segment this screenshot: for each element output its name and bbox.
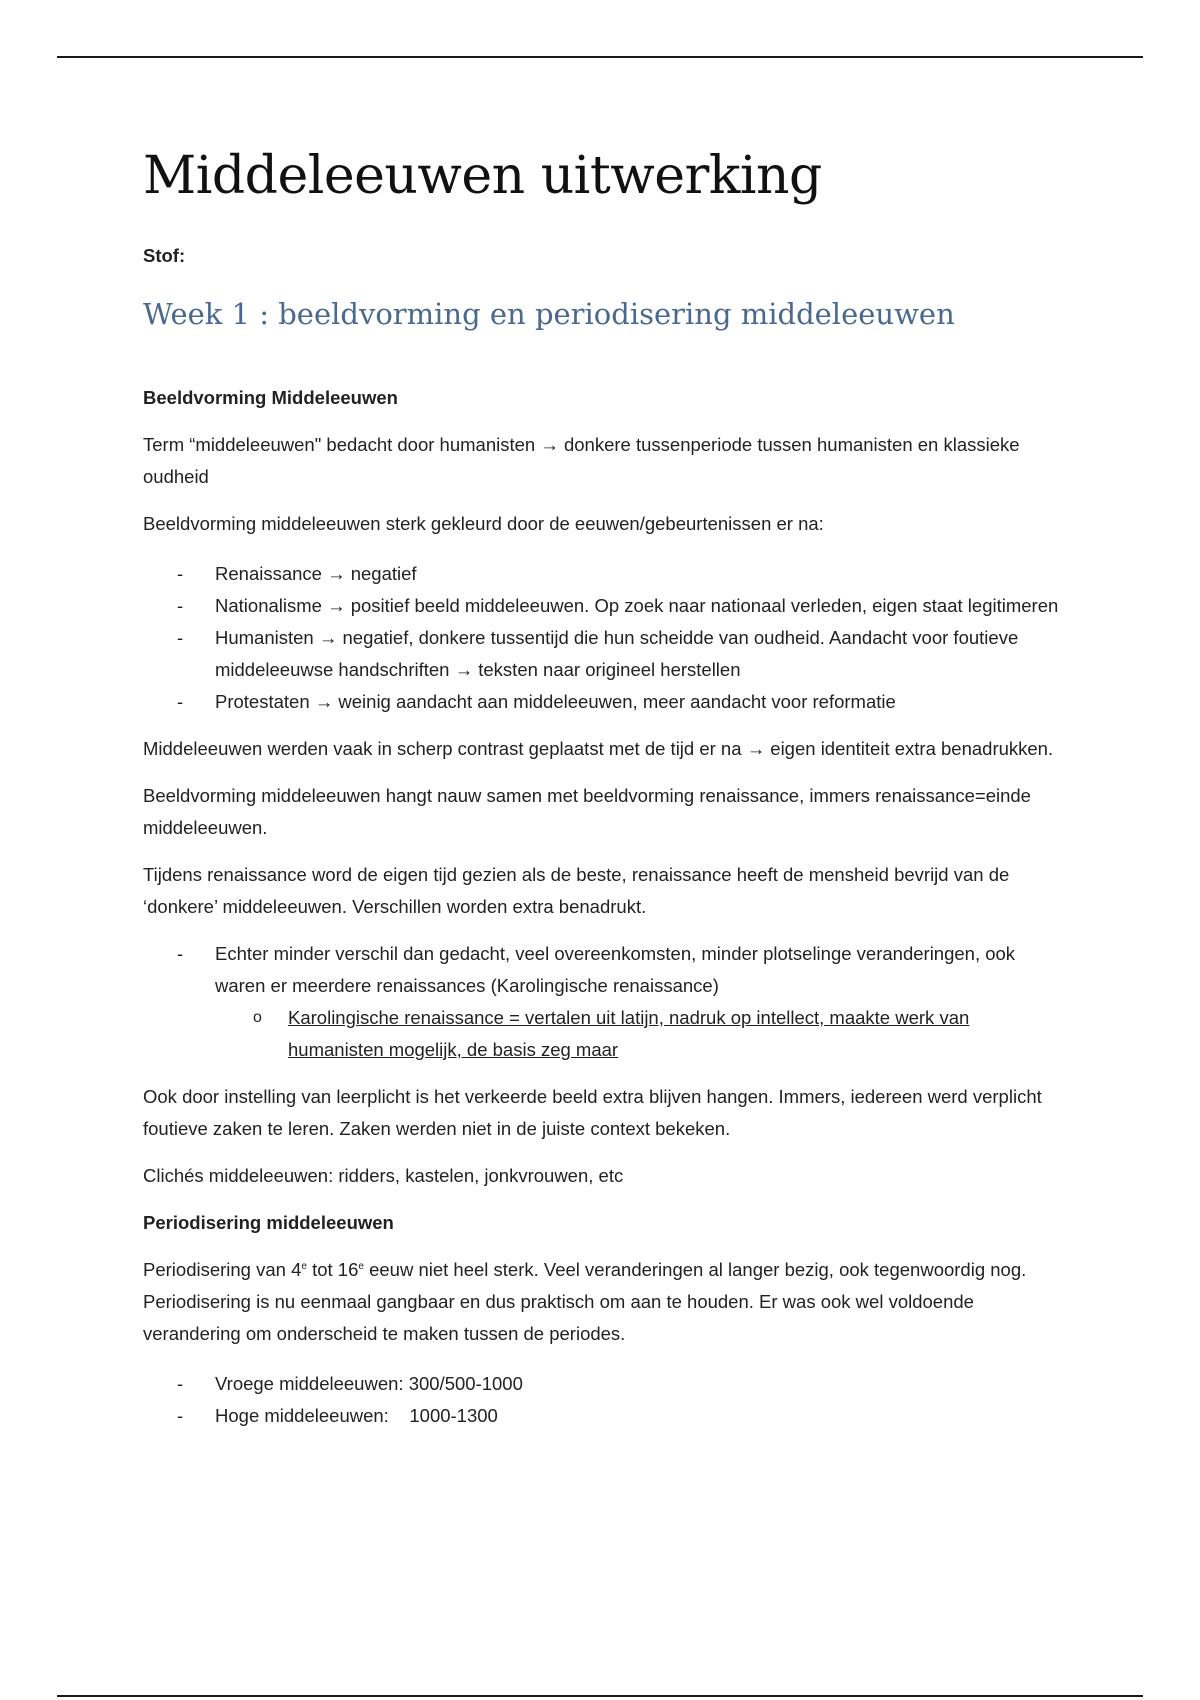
- paragraph: Middeleeuwen werden vaak in scherp contrast geplaatst met de tijd er na → eigen identiteit extra benadrukken.: [143, 738, 1054, 759]
- paragraph: Term “middeleeuwen" bedacht door humanisten → donkere tussenperiode tussen humanisten en klassieke oudheid: [143, 434, 1020, 487]
- paragraph: Clichés middeleeuwen: ridders, kastelen, jonkvrouwen, etc: [143, 1165, 624, 1186]
- dash-bullet: -: [177, 943, 184, 964]
- list-item: o Karolingische renaissance = vertalen uit latijn, nadruk op intellect, maakte werk van humanisten mogelijk, de basis zeg maar: [288, 1002, 1063, 1066]
- list-item: - Protestaten → weinig aandacht aan middeleeuwen, meer aandacht voor reformatie: [215, 686, 1063, 718]
- list-item: - Nationalisme → positief beeld middeleeuwen. Op zoek naar nationaal verleden, eigen staat legitimeren: [215, 590, 1063, 622]
- dash-bullet: -: [177, 595, 184, 616]
- circle-list: [215, 1002, 1063, 1066]
- paragraph: Ook door instelling van leerplicht is het verkeerde beeld extra blijven hangen. Immers, iedereen werd verplicht foutieve zaken te leren. Zaken werden niet in de juiste context bekeken.: [143, 1086, 1042, 1139]
- paragraph: Periodisering van 4e tot 16e eeuw niet heel sterk. Veel veranderingen al langer bezig, ook tegenwoordig nog. Periodisering is nu eenmaal gangbaar en dus praktisch om aan te houden. Er was ook wel voldoende verandering om onderscheid te maken tussen de periodes.: [143, 1259, 1027, 1344]
- list-item: - Hoge middeleeuwen: 1000-1300: [215, 1400, 1063, 1432]
- week-heading: Week 1 : beeldvorming en periodisering middeleeuwen: [143, 297, 955, 331]
- dash-bullet: -: [177, 691, 184, 712]
- list-item: - Vroege middeleeuwen: 300/500-1000: [215, 1368, 1063, 1400]
- dash-bullet: -: [177, 1405, 184, 1426]
- dash-list: [143, 1368, 1063, 1432]
- list-item: - Echter minder verschil dan gedacht, veel overeenkomsten, minder plotselinge veranderingen, ook waren er meerdere renaissances (Karolingische renaissance) o Karolingische renaissance = vertalen uit latijn, nadruk op intellect, maakte werk van humanisten mogelijk, de basis zeg maar: [215, 938, 1063, 1066]
- dash-list: [143, 938, 1063, 1066]
- section-heading-beeldvorming: Beeldvorming Middeleeuwen: [143, 387, 398, 408]
- paragraph: Tijdens renaissance word de eigen tijd gezien als de beste, renaissance heeft de mensheid bevrijd van de ‘donkere’ middeleeuwen. Verschillen worden extra benadrukt.: [143, 864, 1010, 917]
- paragraph: Beeldvorming middeleeuwen hangt nauw samen met beeldvorming renaissance, immers renaissance=einde middeleeuwen.: [143, 785, 1031, 838]
- document-page: [143, 140, 1063, 1432]
- section-heading-periodisering: Periodisering middeleeuwen: [143, 1212, 394, 1233]
- stof-label: Stof:: [143, 245, 186, 266]
- dash-list: [143, 558, 1063, 718]
- circle-bullet: o: [253, 1009, 262, 1026]
- document-title: Middeleeuwen uitwerking: [143, 146, 822, 206]
- list-item: - Renaissance → negatief: [215, 558, 1063, 590]
- bottom-rule: [57, 1695, 1143, 1697]
- dash-bullet: -: [177, 1373, 184, 1394]
- dash-bullet: -: [177, 563, 184, 584]
- top-rule: [57, 56, 1143, 58]
- list-item: - Humanisten → negatief, donkere tussentijd die hun scheidde van oudheid. Aandacht voor foutieve middeleeuwse handschriften → teksten naar origineel herstellen: [215, 622, 1063, 686]
- dash-bullet: -: [177, 627, 184, 648]
- paragraph: Beeldvorming middeleeuwen sterk gekleurd door de eeuwen/gebeurtenissen er na:: [143, 513, 824, 534]
